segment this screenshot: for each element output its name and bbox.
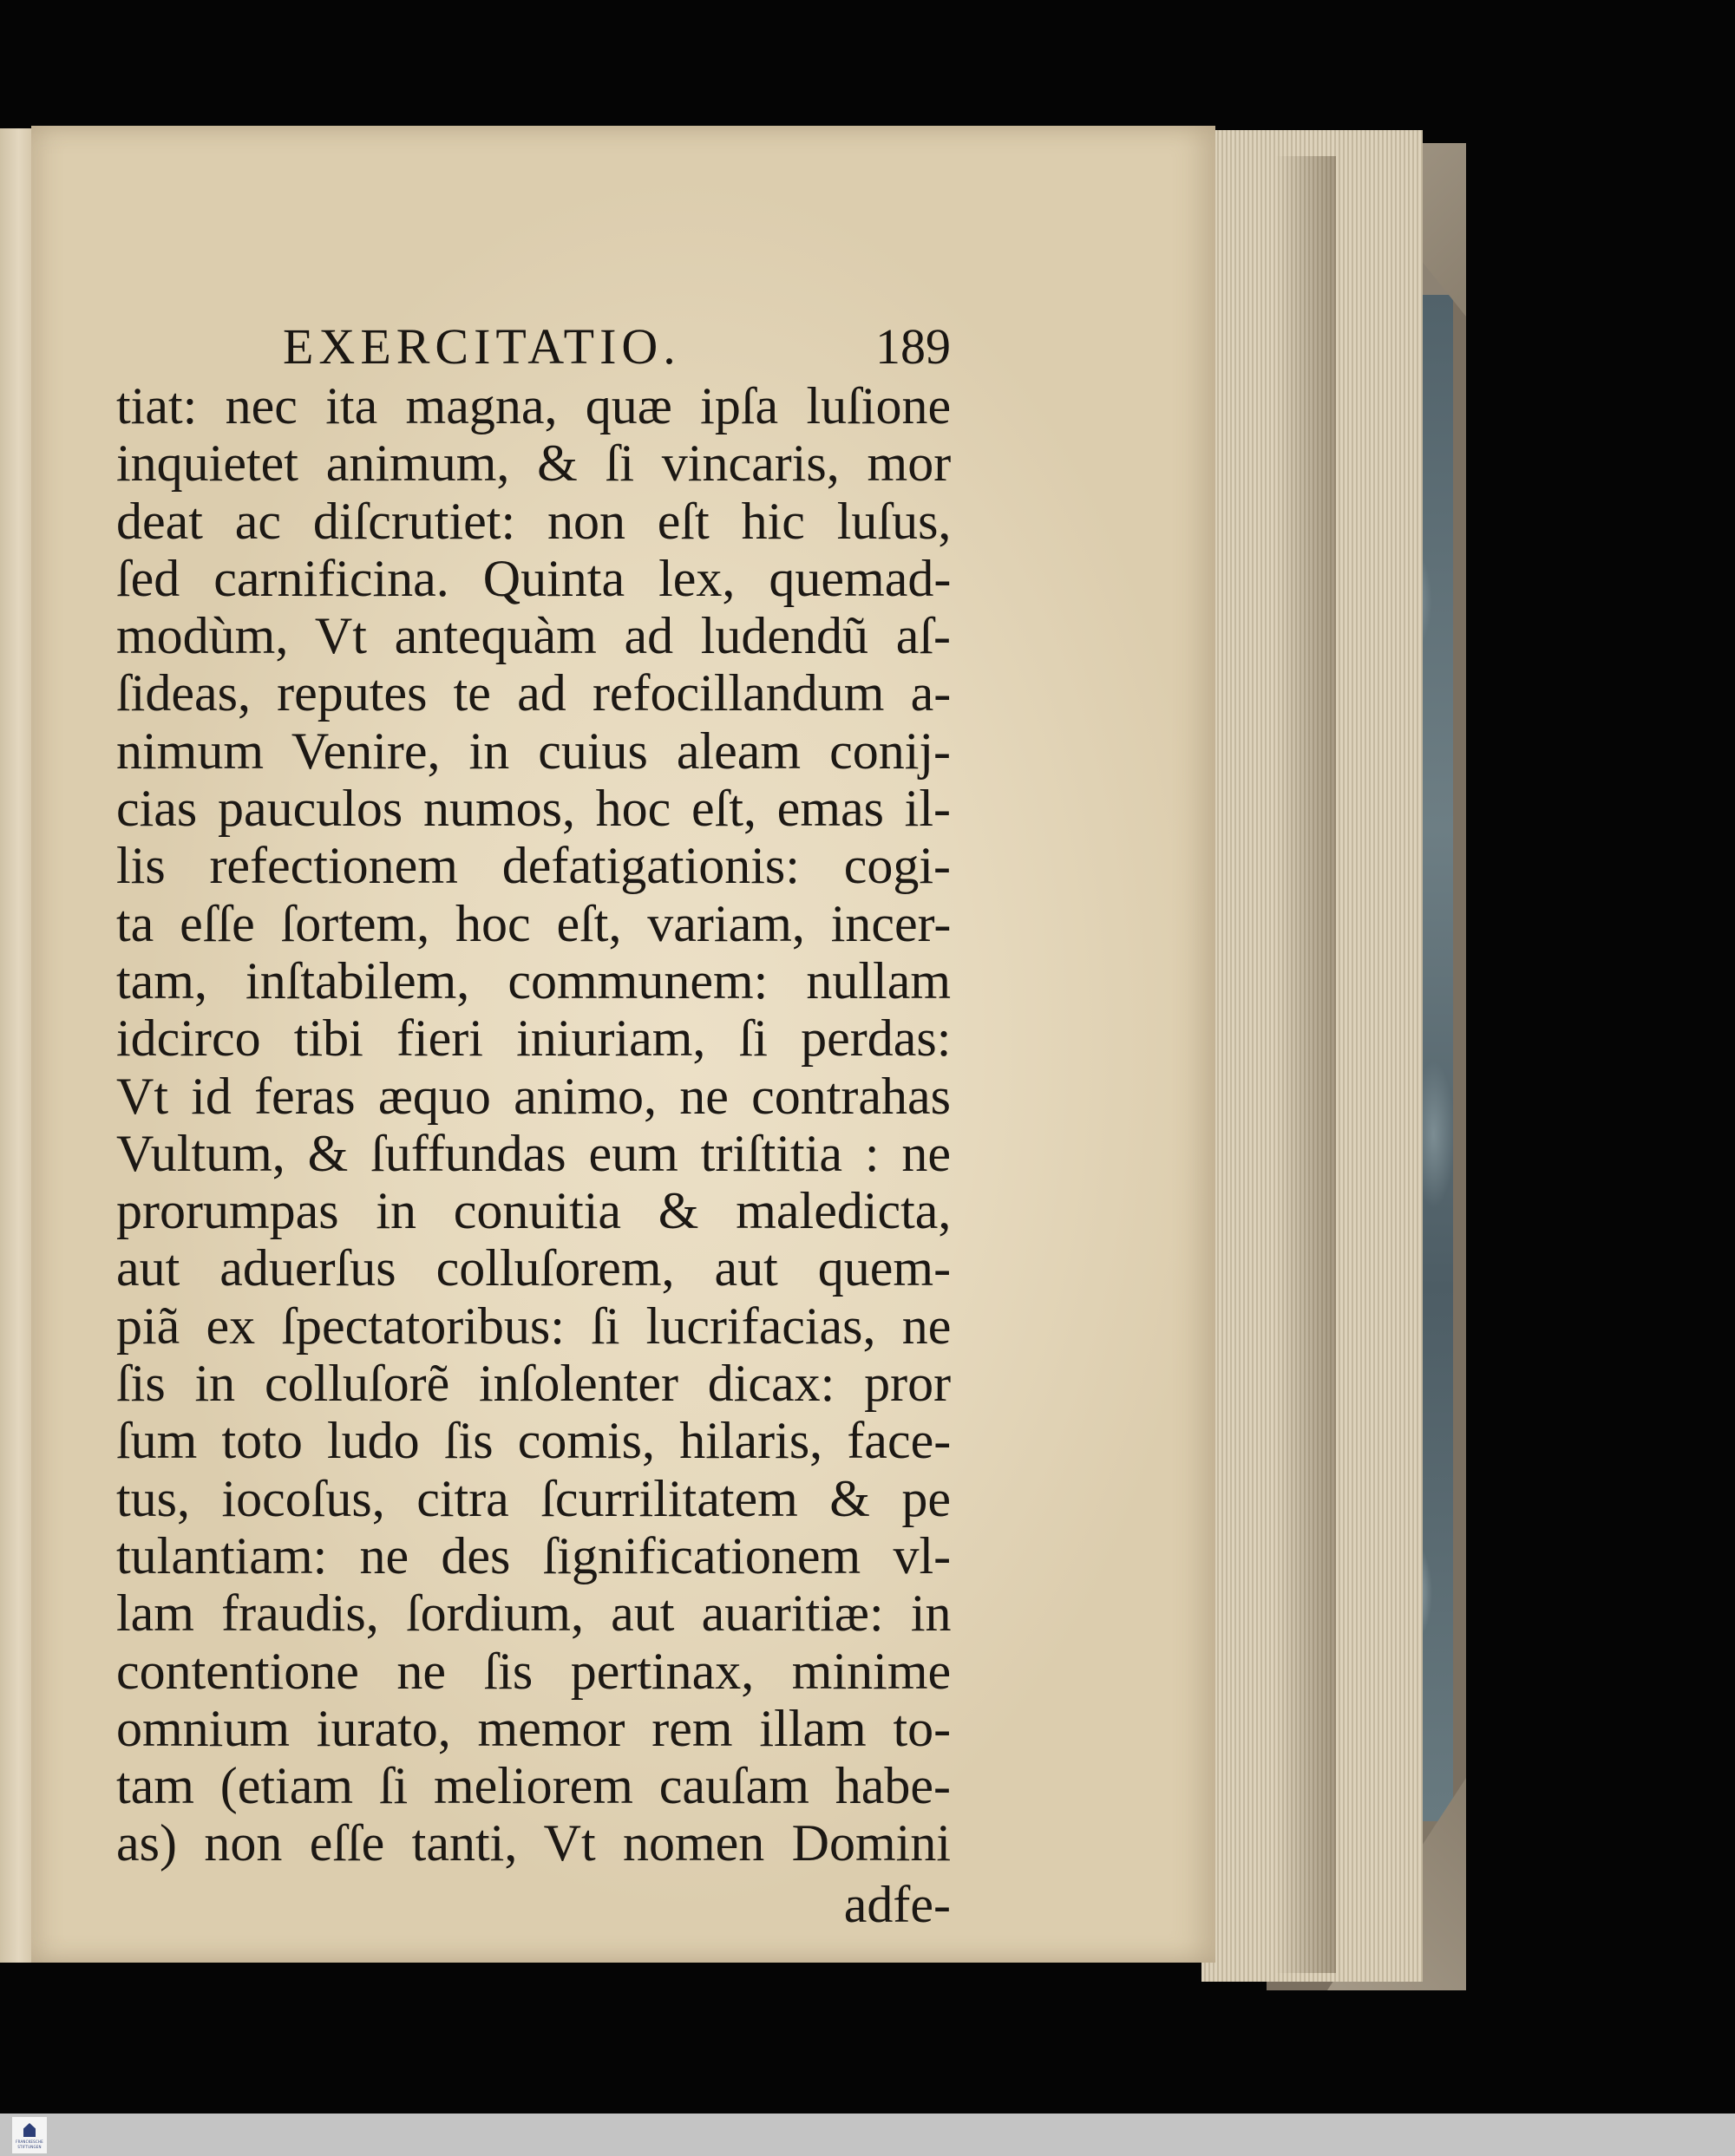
library-logo-text: [14, 2140, 45, 2150]
text-line: ſis in colluſorẽ inſolenter dicax: pror: [116, 1355, 952, 1413]
text-line: tiat: nec ita magna, quæ ipſa luſione: [116, 377, 952, 434]
text-line: deat ac diſcrutiet: non eſt hic luſus,: [116, 492, 952, 550]
text-line: idcirco tibi fieri iniuriam, ſi perdas:: [116, 1009, 952, 1068]
running-head: EXERCITATIO.: [283, 318, 681, 375]
text-line: Vultum, & ſuffundas eum triſtitia : ne: [116, 1124, 951, 1182]
library-logo[interactable]: [12, 2117, 47, 2153]
left-page-edge: [0, 128, 31, 1963]
page-header: [283, 317, 951, 386]
viewer-bottom-bar: [0, 2114, 1735, 2156]
text-line: as) non eſſe tanti, Vt nomen Domini: [116, 1814, 951, 1872]
text-line: ſed carnificina. Quinta lex, quemad-: [116, 549, 952, 607]
logo-line-1: FRANCKESCHE: [16, 2140, 43, 2144]
page-block-shadow: [1275, 156, 1336, 1973]
text-line: lam fraudis, ſordium, aut auaritiæ: in: [116, 1584, 952, 1643]
text-line: aut aduerſus colluſorem, aut quem-: [116, 1239, 952, 1297]
text-line: prorumpas in conuitia & maledicta,: [116, 1182, 952, 1240]
text-line: Vt id feras æquo animo, ne contrahas: [116, 1067, 951, 1125]
text-line: ſum toto ludo ſis comis, hilaris, face-: [116, 1412, 952, 1470]
text-line: tam (etiam ſi meliorem cauſam habe-: [116, 1757, 951, 1815]
text-line: omnium iurato, memor rem illam to-: [116, 1699, 952, 1757]
book-page: [31, 126, 1215, 1963]
page-number: 189: [875, 318, 951, 375]
text-line: nimum Venire, in cuius aleam conij-: [116, 722, 952, 780]
text-line: tus, iocoſus, citra ſcurrilitatem & pe: [116, 1469, 951, 1527]
text-line: tulantiam: ne des ſignificationem vl-: [116, 1526, 952, 1584]
text-line: lis refectionem defatigationis: cogi-: [116, 837, 951, 895]
text-line: contentione ne ſis pertinax, minime: [116, 1642, 952, 1700]
text-line: inquietet animum, & ſi vincaris, mor: [116, 434, 952, 493]
text-line: ſideas, reputes te ad refocillandum a-: [116, 664, 952, 722]
main-text: [116, 377, 951, 1872]
text-line: modùm, Vt antequàm ad ludendũ aſ-: [116, 607, 951, 665]
text-line: ta eſſe ſortem, hoc eſt, variam, incer-: [116, 894, 952, 952]
catchword: adfe-: [843, 1876, 951, 1933]
text-line: piã ex ſpectatoribus: ſi lucrifacias, ne: [116, 1297, 952, 1355]
building-icon: [23, 2123, 36, 2137]
text-line: cias pauculos numos, hoc eſt, emas il-: [116, 780, 951, 838]
text-line: tam, inſtabilem, communem: nullam: [116, 951, 951, 1009]
logo-line-2: STIFTUNGEN: [17, 2145, 42, 2149]
